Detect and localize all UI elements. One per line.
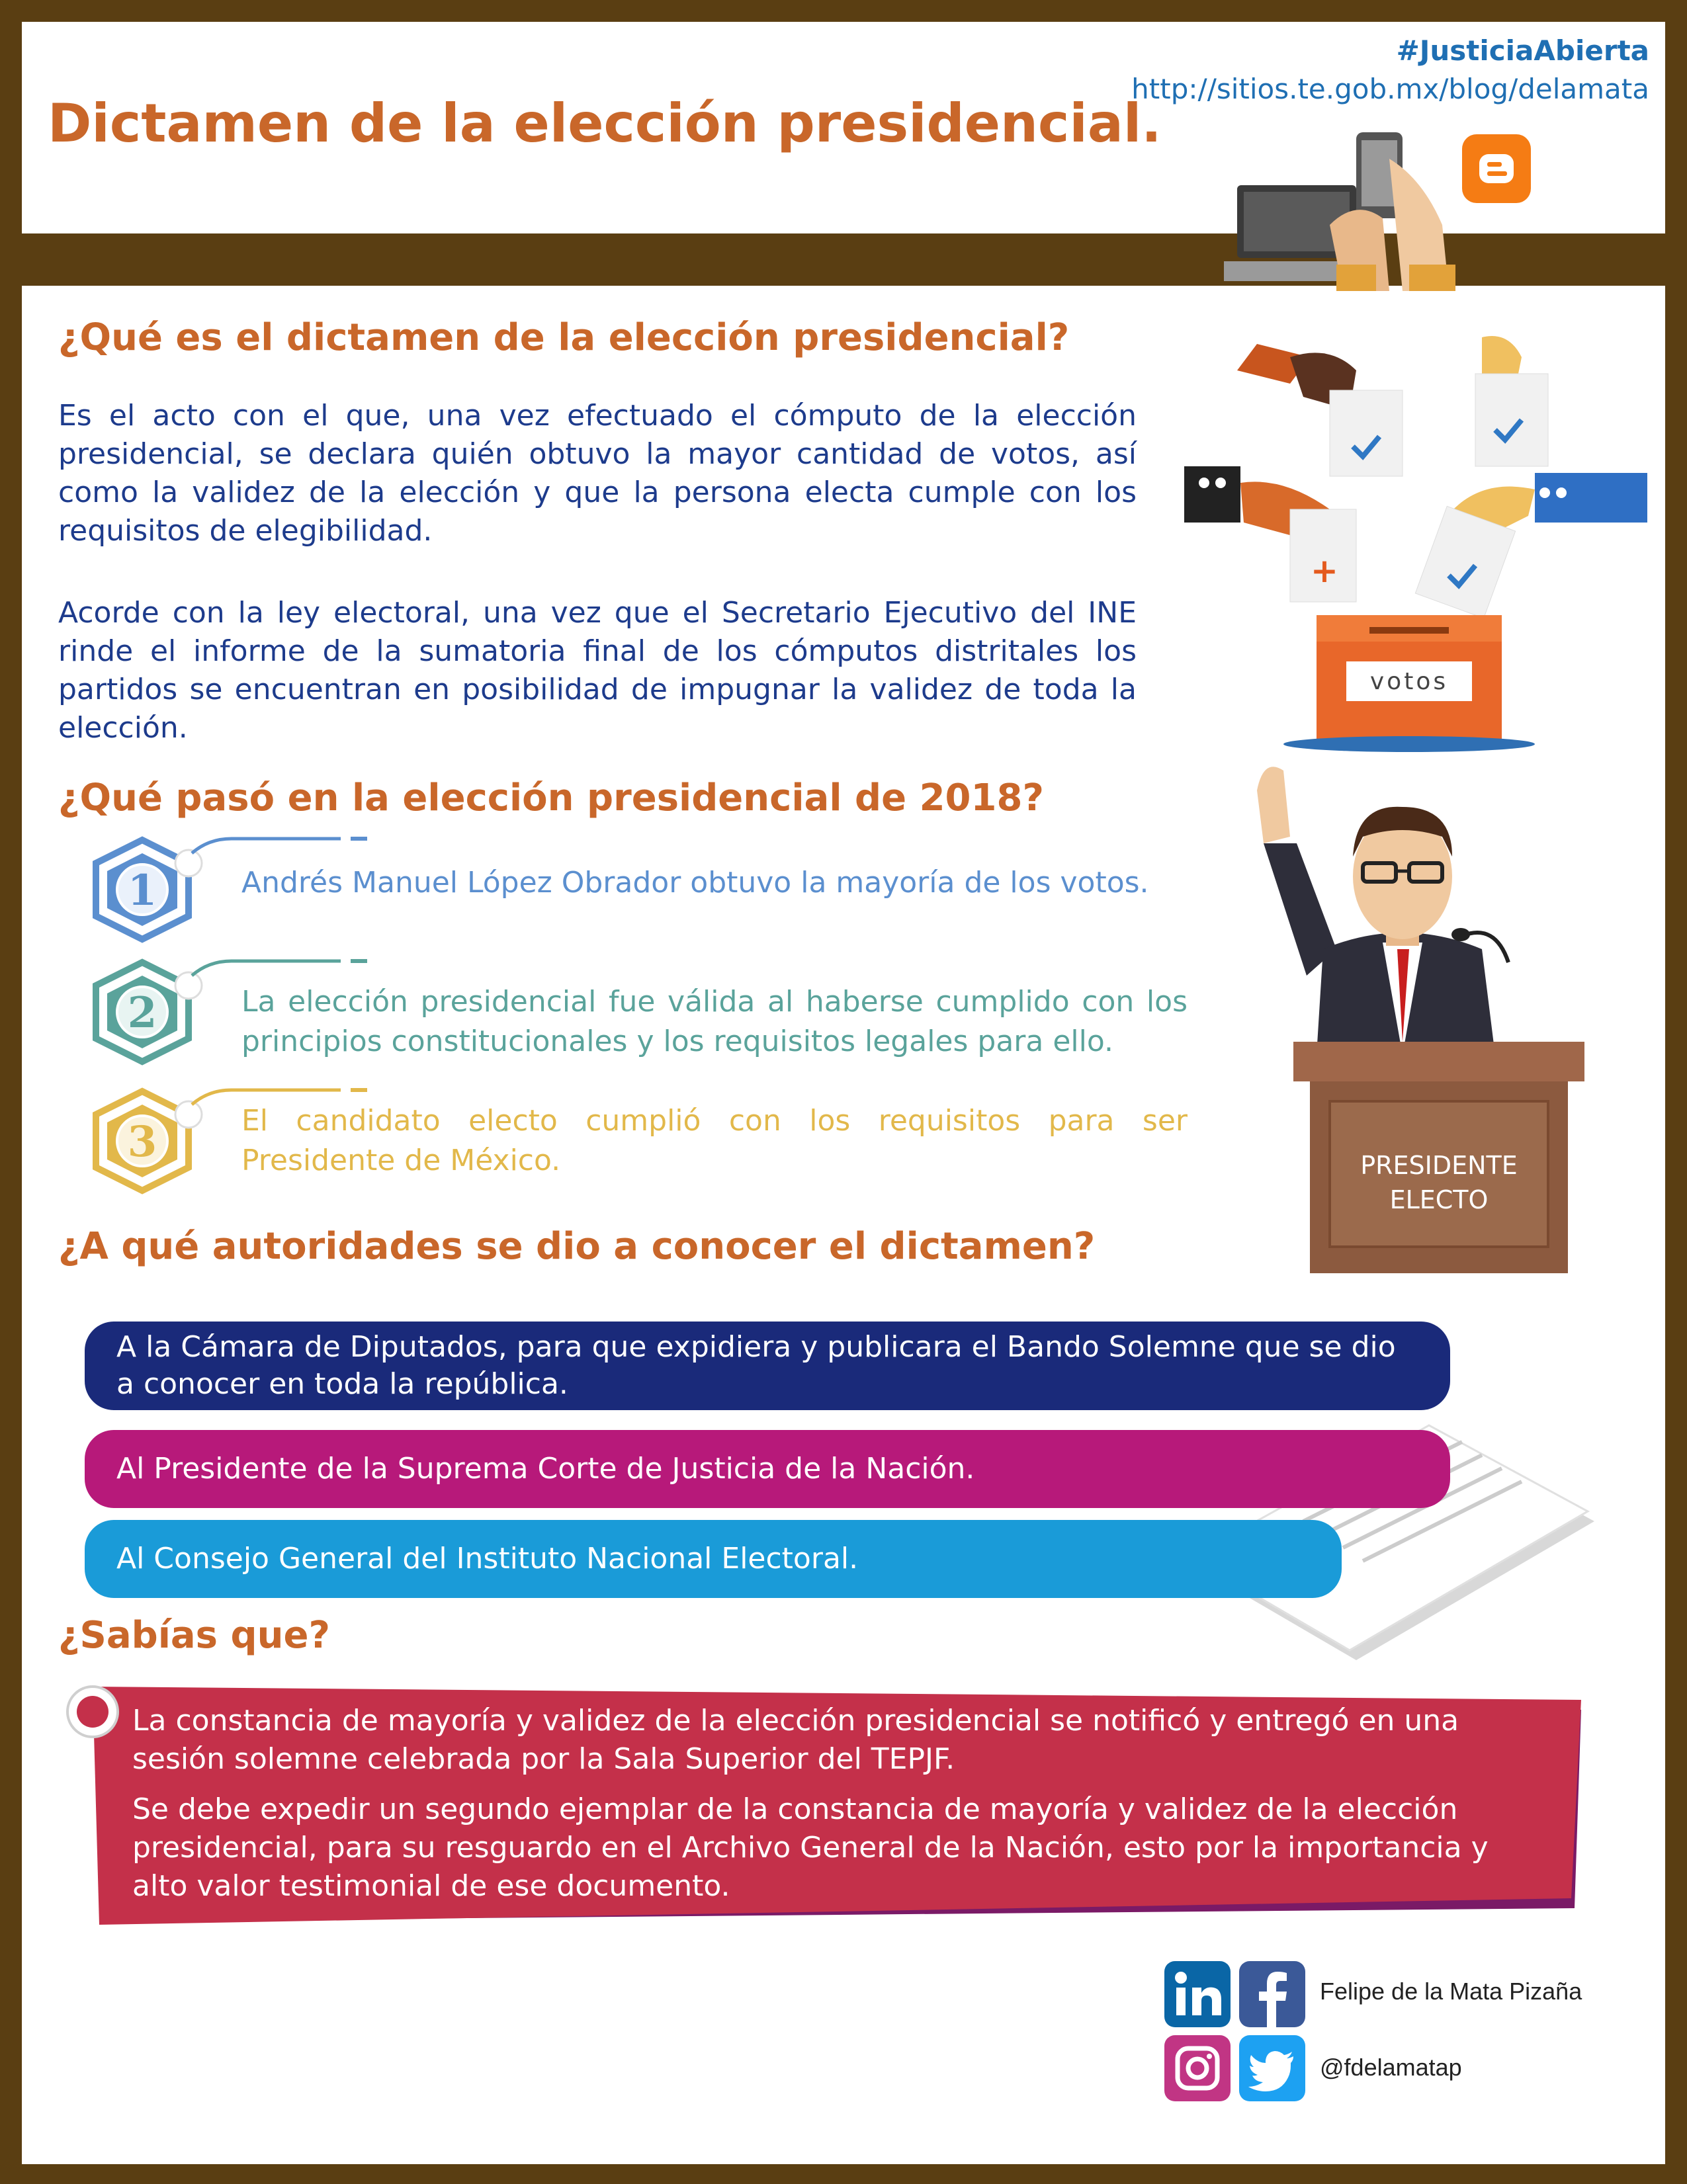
blog-url-link[interactable]: http://sitios.te.gob.mx/blog/delamata — [1131, 73, 1649, 105]
podium-label-line2: ELECTO — [1389, 1185, 1489, 1214]
blogger-icon[interactable] — [1462, 134, 1531, 203]
authority-item-ine — [85, 1520, 1342, 1598]
devices-illustration — [1224, 119, 1502, 291]
linkedin-icon[interactable] — [1164, 1961, 1231, 2027]
president-podium-illustration — [1244, 751, 1601, 1280]
sabias-que-paragraph-2: Se debe expedir un segundo ejemplar de la constancia de mayoría y validez de la elección presidencial, para su resguardo en el Archivo General de la Nación, esto por la importancia y alto valor testimonial de ese documento. — [132, 1792, 1489, 1903]
section-heading-what-is: ¿Qué es el dictamen de la elección presidencial? — [58, 316, 1070, 359]
sabias-que-paragraph-1: La constancia de mayoría y validez de la elección presidencial se notificó y entregó en una sesión solemne celebrada por la Sala Superior del TEPJF. — [132, 1704, 1459, 1776]
authority-item-suprema-corte — [85, 1430, 1450, 1508]
definition-paragraph: Es el acto con el que, una vez efectuado el cómputo de la elección presidencial, se declara quién obtuvo la mayor cantidad de votos, así como la validez de la elección y que la persona electa cumple con los requisitos de elegibilidad. — [58, 399, 1137, 548]
instagram-icon[interactable] — [1164, 2035, 1231, 2101]
step-3-text: El candidato electo cumplió con los requisitos para ser Presidente de México. — [241, 1104, 1188, 1177]
step-1-number: 1 — [127, 866, 157, 915]
step-2-number: 2 — [127, 988, 157, 1038]
hashtag: #JusticiaAbierta — [1396, 34, 1649, 67]
author-name: Felipe de la Mata Pizaña — [1320, 1978, 1582, 2005]
twitter-icon[interactable] — [1239, 2035, 1305, 2101]
svg-text:+: + — [1311, 552, 1338, 590]
law-paragraph: Acorde con la ley electoral, una vez que el Secretario Ejecutivo del INE rinde el informe de la sumatoria final de los cómputos distritales los partidos se encuentran en posibilidad de impugnar la validez de toda la elección. — [58, 596, 1137, 745]
section-heading-what-happened: ¿Qué pasó en la elección presidencial de 2018? — [58, 777, 1044, 819]
step-2-text: La elección presidencial fue válida al haberse cumplido con los principios constitucionales y los requisitos legales para ello. — [241, 985, 1188, 1058]
authority-item-camara-text: A la Cámara de Diputados, para que expidiera y publicara el Bando Solemne que se dio a conocer en toda la república. — [116, 1330, 1396, 1401]
podium-label-line1: PRESIDENTE — [1360, 1151, 1518, 1180]
authority-item-suprema-corte-text: Al Presidente de la Suprema Corte de Justicia de la Nación. — [116, 1452, 975, 1486]
step-1-text: Andrés Manuel López Obrador obtuvo la mayoría de los votos. — [241, 866, 1149, 900]
section-heading-sabias-que: ¿Sabías que? — [58, 1614, 330, 1657]
authority-item-camara — [85, 1322, 1450, 1410]
authority-item-ine-text: Al Consejo General del Instituto Nacional Electoral. — [116, 1542, 859, 1575]
ballot-box-label: votos — [1369, 668, 1449, 695]
facebook-icon[interactable] — [1239, 1961, 1305, 2027]
step-3-number: 3 — [127, 1117, 157, 1167]
author-handle: @fdelamatap — [1320, 2054, 1462, 2081]
ballot-box-illustration — [1184, 331, 1647, 754]
page-title: Dictamen de la elección presidencial. — [48, 93, 1162, 154]
section-heading-authorities: ¿A qué autoridades se dio a conocer el dictamen? — [58, 1225, 1096, 1268]
